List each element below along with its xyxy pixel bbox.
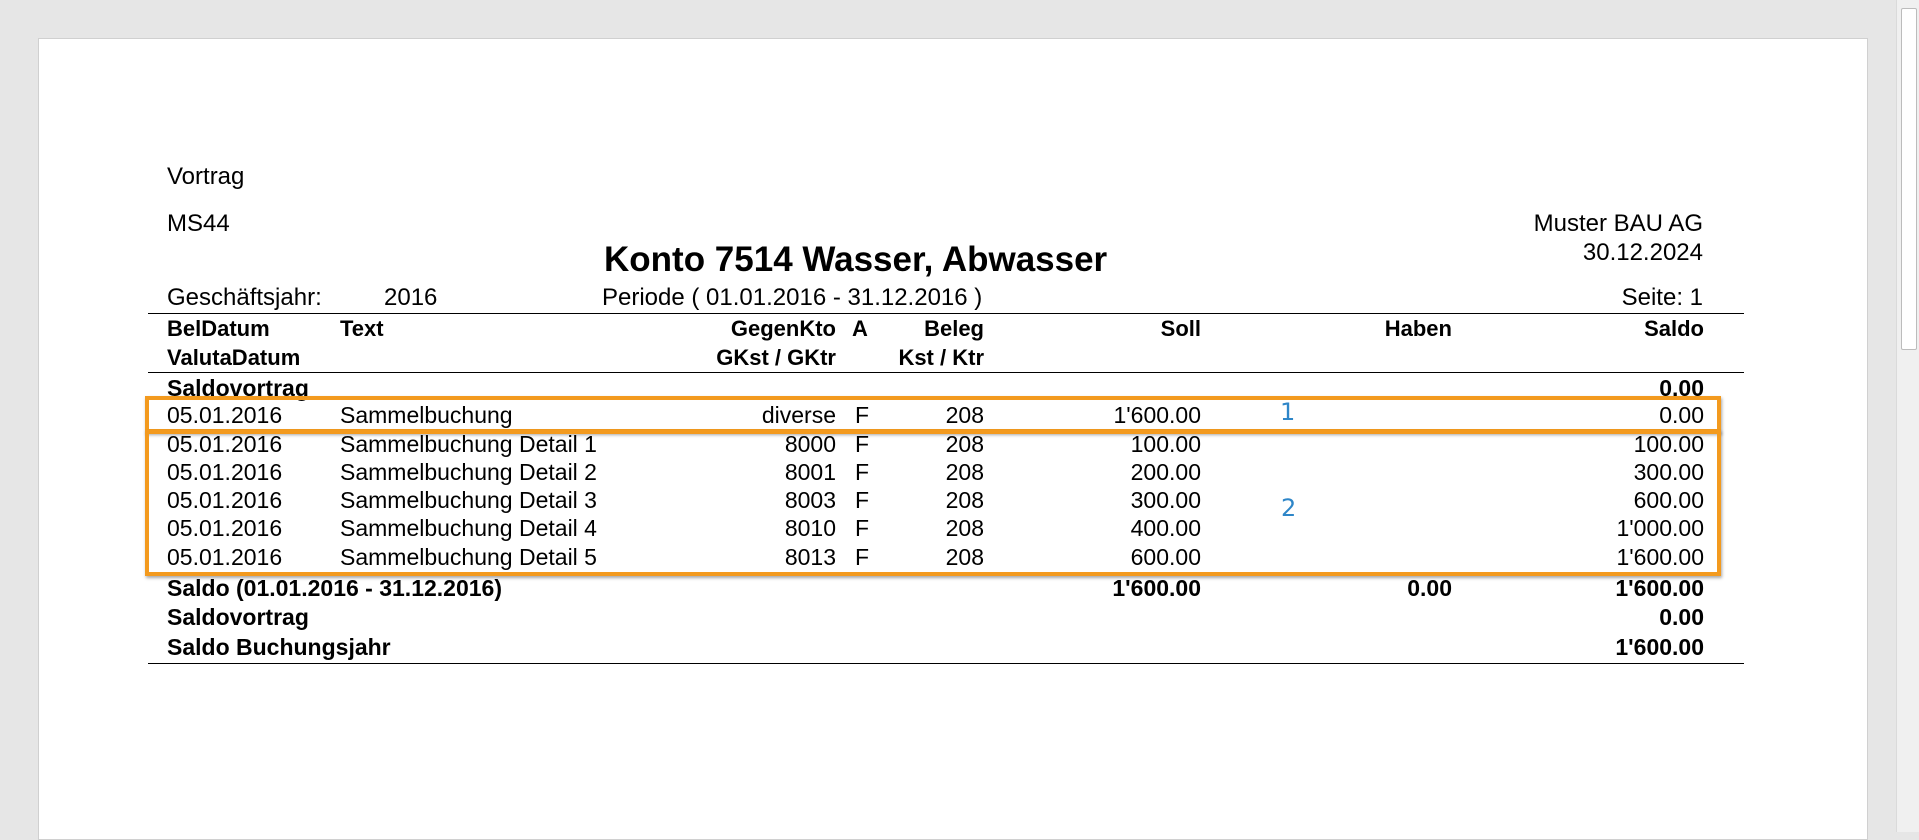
row-text: Sammelbuchung Detail 2 — [340, 459, 597, 485]
col-haben: Haben — [1384, 316, 1452, 341]
report-period: Periode ( 01.01.2016 - 31.12.2016 ) — [602, 284, 983, 311]
carry-forward-saldo: 0.00 — [1659, 604, 1704, 630]
row-beleg: 208 — [945, 402, 984, 428]
col-a: A — [852, 316, 868, 341]
row-saldo: 300.00 — [1633, 459, 1704, 485]
row-gegenkto: 8001 — [784, 459, 836, 485]
row-gegenkto: 8013 — [784, 544, 836, 570]
period-total-soll: 1'600.00 — [1112, 575, 1201, 601]
col-text: Text — [340, 316, 384, 341]
opening-saldo: 0.00 — [1659, 375, 1704, 401]
row-saldo: 0.00 — [1659, 402, 1704, 428]
row-a: F — [855, 402, 870, 428]
col-gegenkto: GegenKto — [730, 316, 836, 341]
row-date: 05.01.2016 — [167, 402, 283, 428]
row-soll: 600.00 — [1130, 544, 1201, 570]
report-code: MS44 — [167, 210, 230, 237]
period-total-haben: 0.00 — [1407, 575, 1452, 601]
row-a: F — [855, 544, 870, 570]
row-saldo: 100.00 — [1633, 431, 1704, 457]
row-saldo: 600.00 — [1633, 487, 1704, 513]
period-total-label: Saldo (01.01.2016 - 31.12.2016) — [167, 575, 502, 601]
row-a: F — [855, 459, 870, 485]
col-valutadatum: ValutaDatum — [167, 345, 301, 370]
row-text: Sammelbuchung — [340, 402, 513, 428]
year-balance-label: Saldo Buchungsjahr — [167, 634, 391, 660]
row-text: Sammelbuchung Detail 5 — [340, 544, 597, 570]
row-date: 05.01.2016 — [167, 544, 283, 570]
row-saldo: 1'000.00 — [1616, 515, 1704, 541]
row-text: Sammelbuchung Detail 4 — [340, 515, 597, 541]
page-number: Seite: 1 — [1621, 284, 1703, 311]
row-beleg: 208 — [945, 515, 984, 541]
opening-label: Saldovortrag — [167, 375, 309, 401]
annotation-mark-1: 1 — [1280, 398, 1296, 426]
col-soll: Soll — [1160, 316, 1201, 341]
row-beleg: 208 — [945, 487, 984, 513]
vertical-scrollbar[interactable] — [1896, 0, 1919, 832]
row-date: 05.01.2016 — [167, 487, 283, 513]
report-type: Vortrag — [167, 163, 245, 190]
fiscal-year: 2016 — [384, 284, 438, 311]
row-gegenkto: 8010 — [784, 515, 836, 541]
row-soll: 300.00 — [1130, 487, 1201, 513]
row-date: 05.01.2016 — [167, 431, 283, 457]
company-name: Muster BAU AG — [1533, 210, 1703, 237]
row-soll: 200.00 — [1130, 459, 1201, 485]
col-beleg: Beleg — [924, 316, 984, 341]
row-saldo: 1'600.00 — [1616, 544, 1704, 570]
row-text: Sammelbuchung Detail 3 — [340, 487, 597, 513]
row-soll: 100.00 — [1130, 431, 1201, 457]
row-a: F — [855, 487, 870, 513]
header-rule-bottom — [148, 372, 1744, 373]
col-beldatum: BelDatum — [167, 316, 270, 341]
row-soll: 400.00 — [1130, 515, 1201, 541]
header-rule-top — [148, 313, 1744, 314]
period-total-saldo: 1'600.00 — [1615, 575, 1704, 601]
annotation-mark-2: 2 — [1281, 494, 1297, 522]
scrollbar-thumb[interactable] — [1901, 8, 1917, 350]
carry-forward-label: Saldovortrag — [167, 604, 309, 630]
row-beleg: 208 — [945, 431, 984, 457]
col-saldo: Saldo — [1644, 316, 1704, 341]
row-a: F — [855, 431, 870, 457]
col-gkst: GKst / GKtr — [716, 345, 836, 370]
row-date: 05.01.2016 — [167, 515, 283, 541]
row-beleg: 208 — [945, 544, 984, 570]
row-text: Sammelbuchung Detail 1 — [340, 431, 597, 457]
report-title: Konto 7514 Wasser, Abwasser — [604, 240, 1108, 279]
fiscal-year-label: Geschäftsjahr: — [167, 284, 322, 311]
row-a: F — [855, 515, 870, 541]
row-beleg: 208 — [945, 459, 984, 485]
row-gegenkto: 8000 — [784, 431, 836, 457]
highlight-box-2 — [145, 430, 1721, 576]
row-gegenkto: 8003 — [784, 487, 836, 513]
row-date: 05.01.2016 — [167, 459, 283, 485]
year-balance-saldo: 1'600.00 — [1615, 634, 1704, 660]
totals-rule — [148, 663, 1744, 664]
col-kst: Kst / Ktr — [898, 345, 984, 370]
row-gegenkto: diverse — [761, 402, 836, 428]
highlight-box-1 — [145, 396, 1721, 433]
report-date: 30.12.2024 — [1582, 239, 1703, 266]
row-soll: 1'600.00 — [1113, 402, 1201, 428]
